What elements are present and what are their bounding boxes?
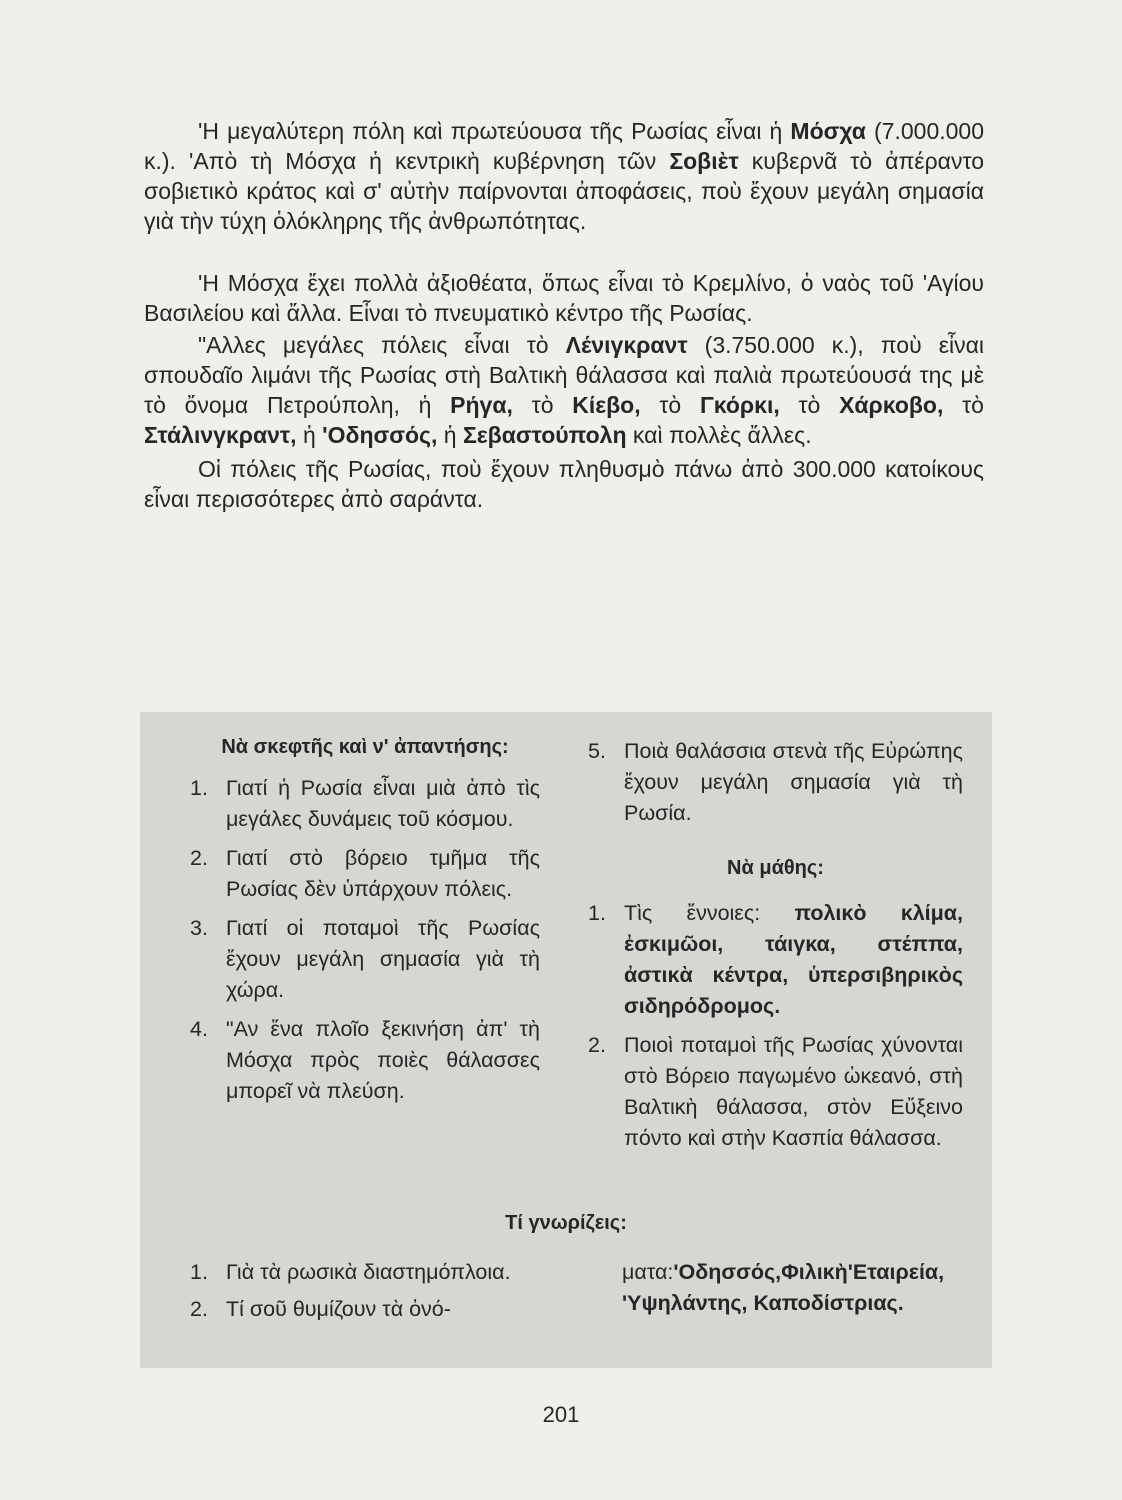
- learn-title: Νὰ μάθης:: [727, 857, 824, 879]
- bold-term: Σεβαστούπολη: [462, 422, 627, 448]
- text-run: (7.000.000 κ.). 'Απὸ τὴ Μόσχα ἡ κεντρικὴ κυβέρνηση τῶν: [144, 118, 984, 174]
- bold-term: Χάρκοβο,: [839, 392, 944, 418]
- bold-term: 'Οδησσός,: [322, 422, 438, 448]
- know-item: [190, 1257, 525, 1288]
- know-cont-prefix: ματα:: [622, 1260, 674, 1284]
- bold-term: Στάλινγκραντ,: [144, 422, 297, 448]
- question-number: 2.: [190, 846, 208, 870]
- learn-number: 2.: [588, 1033, 606, 1057]
- question-item: [190, 773, 540, 835]
- learn-item: [588, 898, 963, 1022]
- learn-list: [588, 898, 963, 1154]
- text-run: τὸ: [512, 392, 573, 418]
- paragraph-population: Οἱ πόλεις τῆς Ρωσίας, ποὺ ἔχουν πληθυσμὸ πάνω ἀπὸ 300.000 κατοίκους εἶναι περισσότερες ἀπὸ σαράντα.: [144, 456, 984, 512]
- bold-term: Γκόρκι,: [699, 392, 780, 418]
- page-number: 201: [542, 1402, 580, 1427]
- text-run: 'Η μεγαλύτερη πόλη καὶ πρωτεύουσα τῆς Ρωσίας εἶναι ἡ: [198, 118, 791, 144]
- question-item: [190, 843, 540, 905]
- think-title: Νὰ σκεφτῆς καὶ ν' ἀπαντήσης:: [221, 736, 509, 758]
- bold-term: Ρήγα,: [450, 392, 513, 418]
- know-right-column: [622, 1257, 962, 1319]
- question-number: 5.: [588, 739, 606, 763]
- question-item: [190, 913, 540, 1006]
- know-number: 2.: [190, 1297, 208, 1321]
- learn-number: 1.: [588, 901, 606, 925]
- question-list-continued: [588, 736, 963, 829]
- text-run: τὸ: [943, 392, 984, 418]
- text-run: "Αλλες μεγάλες πόλεις εἶναι τὸ: [198, 332, 566, 358]
- question-text: Γιατί στὸ βόρειο τμῆμα τῆς Ρωσίας δὲν ὑπάρχουν πόλεις.: [226, 846, 540, 901]
- question-number: 4.: [190, 1017, 208, 1041]
- know-item: [190, 1294, 525, 1325]
- question-item: [588, 736, 963, 829]
- exercise-right-column: [588, 736, 963, 1154]
- question-list: [190, 773, 540, 1107]
- bold-term: Μόσχα: [790, 118, 866, 144]
- learn-item: [588, 1030, 963, 1154]
- question-item: [190, 1014, 540, 1107]
- bold-term: Σοβιὲτ: [669, 148, 739, 174]
- text-run: κυβερνᾶ τὸ ἀπέραντο σοβιετικὸ κράτος καὶ σ' αὐτὴν παίρνονται ἀποφάσεις, ποὺ ἔχουν μεγάλη σημασία γιὰ τὴν τύχη ὁλόκληρης τῆς ἀνθρωπότητας.: [144, 148, 984, 234]
- learn-prefix: Τὶς ἔννοιες:: [624, 901, 795, 925]
- question-number: 1.: [190, 776, 208, 800]
- question-number: 3.: [190, 916, 208, 940]
- text-run: τὸ: [640, 392, 700, 418]
- text-run: τὸ: [779, 392, 840, 418]
- question-text: Ποιὰ θαλάσσια στενὰ τῆς Εὐρώπης ἔχουν μεγάλη σημασία γιὰ τὴ Ρωσία.: [624, 739, 963, 825]
- know-text: Γιὰ τὰ ρωσικὰ διαστημόπλοια.: [226, 1260, 511, 1284]
- learn-terms: πολικὸ κλίμα, ἐσκιμῶοι, τάιγκα, στέππα, ἀστικὰ κέντρα, ὑπερσιβηρικὸς σιδηρόδρομος.: [624, 901, 963, 1018]
- learn-text: Ποιοὶ ποταμοὶ τῆς Ρωσίας χύνονται στὸ Βόρειο παγωμένο ὠκεανό, στὴ Βαλτικὴ θάλασσα, στὸν Εὔξεινο πόντο καὶ στὴν Κασπία θάλασσα.: [624, 1033, 963, 1150]
- know-title: Τί γνωρίζεις:: [505, 1212, 627, 1234]
- bold-term: Κίεβο,: [572, 392, 641, 418]
- know-text: Τί σοῦ θυμίζουν τὰ ὀνό-: [226, 1297, 451, 1321]
- question-text: Γιατί οἱ ποταμοὶ τῆς Ρωσίας ἔχουν μεγάλη σημασία γιὰ τὴ χώρα.: [226, 916, 540, 1002]
- know-number: 1.: [190, 1260, 208, 1284]
- know-cont-terms: 'Οδησσός,Φιλικὴ'Εταιρεία, 'Υψηλάντης, Καποδίστριας.: [622, 1260, 945, 1315]
- paragraph-moscow: [144, 116, 984, 236]
- paragraph-other-cities: [144, 330, 984, 450]
- exercise-box: [140, 712, 992, 1368]
- exercise-left-column: [190, 732, 540, 1107]
- text-run: ἡ: [296, 422, 323, 448]
- text-run: καὶ πολλὲς ἄλλες.: [626, 422, 812, 448]
- know-left-column: [190, 1257, 525, 1325]
- text-run: (3.750.000 κ.), ποὺ εἶναι σπουδαῖο λιμάνι τῆς Ρωσίας στὴ Βαλτικὴ θάλασσα καὶ παλιὰ πρωτεύουσά της μὲ τὸ ὄνομα Πετρούπολη, ἡ: [144, 332, 984, 418]
- know-list: [190, 1257, 525, 1325]
- question-text: "Αν ἕνα πλοῖο ξεκινήση ἀπ' τὴ Μόσχα πρὸς ποιὲς θάλασσες μπορεῖ νὰ πλεύση.: [226, 1017, 540, 1103]
- bold-term: Λένιγκραντ: [565, 332, 688, 358]
- paragraph-sights: 'Η Μόσχα ἔχει πολλὰ ἀξιοθέατα, ὅπως εἶναι τὸ Κρεμλίνο, ὁ ναὸς τοῦ 'Αγίου Βασιλείου καὶ ἄλλα. Εἶναι τὸ πνευματικὸ κέντρο τῆς Ρωσίας.: [144, 270, 984, 326]
- main-text: [144, 116, 984, 514]
- question-text: Γιατί ἡ Ρωσία εἶναι μιὰ ἀπὸ τὶς μεγάλες δυνάμεις τοῦ κόσμου.: [226, 776, 540, 831]
- text-run: ἡ: [437, 422, 463, 448]
